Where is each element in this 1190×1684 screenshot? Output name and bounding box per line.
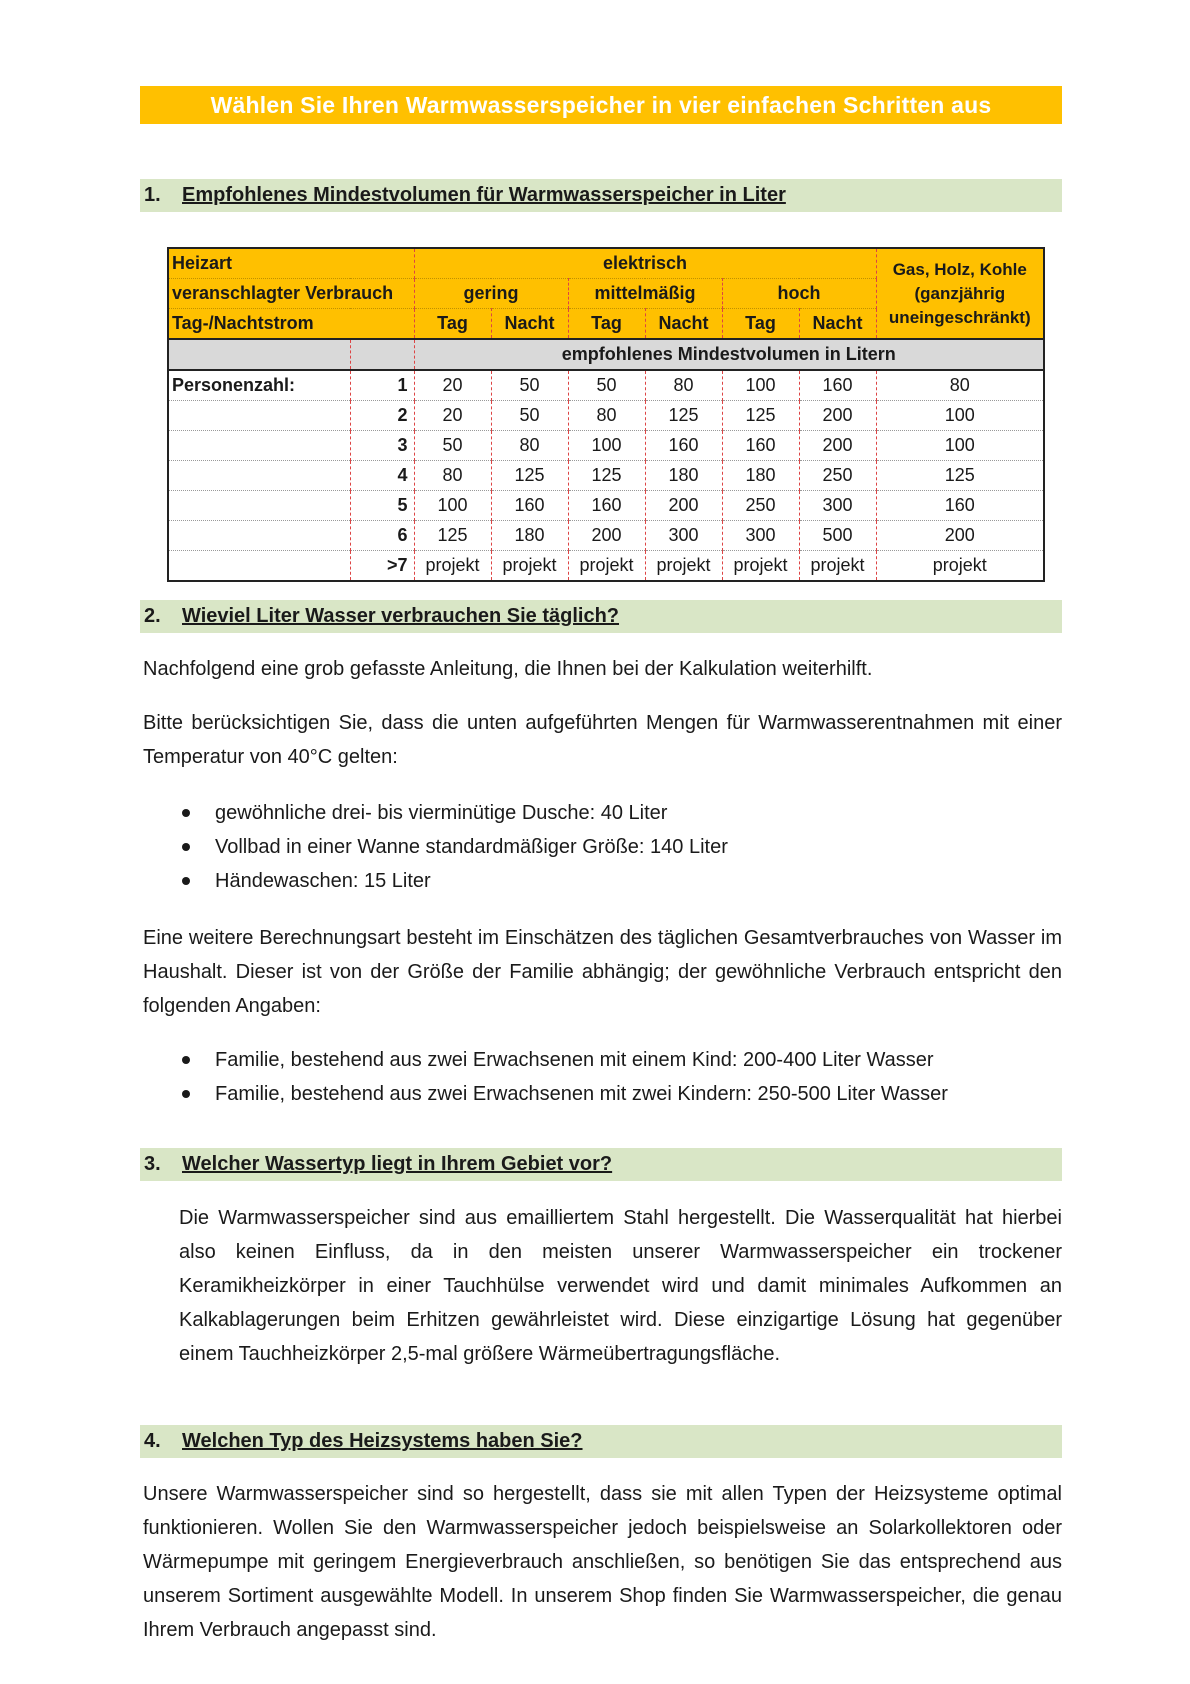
section-3-heading [140, 1148, 1062, 1181]
bullet-list [140, 796, 1062, 898]
bullet-icon [182, 1090, 190, 1098]
volume-cell: projekt [722, 551, 799, 582]
volume-cell: projekt [491, 551, 568, 582]
bullet-icon [182, 843, 190, 851]
person-count: >7 [350, 551, 414, 582]
bullet-icon [182, 877, 190, 885]
section-title: Welcher Wassertyp liegt in Ihrem Gebiet vor? [182, 1153, 613, 1175]
person-count: 2 [350, 401, 414, 431]
volume-cell: 300 [645, 521, 722, 551]
volume-cell: projekt [876, 551, 1044, 582]
volume-cell: 125 [722, 401, 799, 431]
volume-cell: 160 [491, 491, 568, 521]
volume-cell: 125 [876, 461, 1044, 491]
volume-cell: 125 [568, 461, 645, 491]
page-title-banner: Wählen Sie Ihren Warmwasserspeicher in vier einfachen Schritten aus [140, 86, 1062, 124]
header-gering: gering [414, 279, 568, 309]
table-row [168, 491, 1044, 521]
header-hoch: hoch [722, 279, 876, 309]
volume-cell: 80 [645, 370, 722, 401]
personen-label: Personenzahl: [168, 370, 350, 401]
table-row [168, 461, 1044, 491]
personen-label [168, 551, 350, 582]
volume-cell: 160 [645, 431, 722, 461]
volume-cell: 160 [876, 491, 1044, 521]
bullet-icon [182, 809, 190, 817]
volume-cell: 160 [722, 431, 799, 461]
volume-cell: 200 [799, 431, 876, 461]
volume-cell: 300 [722, 521, 799, 551]
paragraph: Nachfolgend eine grob gefasste Anleitung, die Ihnen bei der Kalkulation weiterhilft. [143, 658, 873, 680]
subheader-mindestvolumen: empfohlenes Mindestvolumen in Litern [414, 339, 1044, 370]
header-nacht: Nacht [645, 309, 722, 340]
volume-cell: projekt [645, 551, 722, 582]
paragraph: Die Warmwasserspeicher sind aus emailliertem Stahl hergestellt. Die Wasserqualität hat hierbei also keinen Einfluss, da in den meisten unserer Warmwasserspeicher ein trockener Keramikheizkörper in einer Tauchhülse verwendet wird und damit minimales Aufkommen an Kalkablagerungen beim Erhitzen gewährleistet wird. Diese einzigartige Lösung hat gegenüber einem Tauchheizkörper 2,5-mal größere Wärmeübertragungsfläche. [179, 1207, 1062, 1365]
list-item: Vollbad in einer Wanne standardmäßiger Größe: 140 Liter [140, 830, 1062, 864]
volume-cell: 100 [722, 370, 799, 401]
row-label-tag-nacht: Tag-/Nachtstrom [168, 309, 414, 340]
section-1-heading [140, 179, 1062, 212]
header-mittelmaessig: mittelmäßig [568, 279, 722, 309]
header-tag: Tag [722, 309, 799, 340]
volume-cell: projekt [414, 551, 491, 582]
volume-cell: 20 [414, 370, 491, 401]
volume-cell: 50 [491, 370, 568, 401]
volume-cell: 50 [414, 431, 491, 461]
header-tag: Tag [414, 309, 491, 340]
personen-label [168, 461, 350, 491]
bullet-icon [182, 1056, 190, 1064]
list-item: gewöhnliche drei- bis vierminütige Dusche: 40 Liter [140, 796, 1062, 830]
volume-cell: 200 [645, 491, 722, 521]
row-label-heizart: Heizart [168, 248, 414, 279]
volume-cell: 100 [568, 431, 645, 461]
volume-cell: 180 [491, 521, 568, 551]
volume-cell: 125 [414, 521, 491, 551]
section-title: Welchen Typ des Heizsystems haben Sie? [182, 1430, 583, 1452]
volume-cell: 20 [414, 401, 491, 431]
volume-cell: 500 [799, 521, 876, 551]
table-header-row [168, 248, 1044, 279]
person-count: 1 [350, 370, 414, 401]
paragraph: Eine weitere Berechnungsart besteht im Einschätzen des täglichen Gesamtverbrauches von Wasser im Haushalt. Dieser ist von der Größe der Familie abhängig; der gewöhnliche Verbrauch entspricht den folgenden Angaben: [143, 927, 1062, 1017]
volume-cell: 100 [414, 491, 491, 521]
person-count: 4 [350, 461, 414, 491]
section-number: 4. [144, 1430, 161, 1452]
table-subheader-row [168, 339, 1044, 370]
bullet-list [140, 1043, 1062, 1111]
volume-cell: 125 [491, 461, 568, 491]
list-item: Familie, bestehend aus zwei Erwachsenen mit einem Kind: 200-400 Liter Wasser [140, 1043, 1062, 1077]
personen-label [168, 491, 350, 521]
section-2-heading [140, 600, 1062, 633]
volume-cell: 180 [722, 461, 799, 491]
section-number: 3. [144, 1153, 161, 1175]
volume-cell: 80 [568, 401, 645, 431]
volume-cell: 200 [876, 521, 1044, 551]
volume-table [167, 247, 1045, 582]
volume-cell: 160 [799, 370, 876, 401]
volume-cell: 300 [799, 491, 876, 521]
volume-cell: 80 [414, 461, 491, 491]
person-count: 3 [350, 431, 414, 461]
volume-cell: 250 [799, 461, 876, 491]
volume-cell: 250 [722, 491, 799, 521]
header-elektrisch: elektrisch [414, 248, 876, 279]
paragraph: Unsere Warmwasserspeicher sind so hergestellt, dass sie mit allen Typen der Heizsysteme optimal funktionieren. Wollen Sie den Warmwasserspeicher jedoch beispielsweise an Solarkollektoren oder Wärmepumpe mit geringem Energieverbrauch anschließen, so benötigen Sie das entsprechend aus unserem Sortiment ausgewählte Modell. In unserem Shop finden Sie Warmwasserspeicher, die genau Ihrem Verbrauch angepasst sind. [143, 1483, 1062, 1641]
volume-cell: 50 [568, 370, 645, 401]
volume-cell: projekt [568, 551, 645, 582]
volume-cell: 160 [568, 491, 645, 521]
table-row [168, 401, 1044, 431]
table-body [168, 370, 1044, 581]
personen-label [168, 401, 350, 431]
section-number: 1. [144, 184, 161, 206]
volume-cell: 100 [876, 401, 1044, 431]
volume-cell: 200 [568, 521, 645, 551]
volume-cell: 125 [645, 401, 722, 431]
table-row [168, 521, 1044, 551]
volume-cell: 180 [645, 461, 722, 491]
section-title: Empfohlenes Mindestvolumen für Warmwasserspeicher in Liter [182, 184, 786, 206]
header-nacht: Nacht [491, 309, 568, 340]
volume-cell: 80 [491, 431, 568, 461]
table-row [168, 370, 1044, 401]
volume-cell: 80 [876, 370, 1044, 401]
volume-cell: projekt [799, 551, 876, 582]
header-gas-holz-kohle: Gas, Holz, Kohle (ganzjährig uneingeschränkt) [876, 248, 1044, 339]
section-number: 2. [144, 605, 161, 627]
personen-label [168, 521, 350, 551]
section-4-heading [140, 1425, 1062, 1458]
row-label-verbrauch: veranschlagter Verbrauch [168, 279, 414, 309]
table-row [168, 551, 1044, 582]
paragraph: Bitte berücksichtigen Sie, dass die unten aufgeführten Mengen für Warmwasserentnahmen mit einer Temperatur von 40°C gelten: [143, 712, 1062, 768]
table-row [168, 431, 1044, 461]
person-count: 5 [350, 491, 414, 521]
list-item: Familie, bestehend aus zwei Erwachsenen mit zwei Kindern: 250-500 Liter Wasser [140, 1077, 1062, 1111]
section-title: Wieviel Liter Wasser verbrauchen Sie täglich? [182, 605, 620, 627]
list-item: Händewaschen: 15 Liter [140, 864, 1062, 898]
personen-label [168, 431, 350, 461]
volume-cell: 200 [799, 401, 876, 431]
person-count: 6 [350, 521, 414, 551]
volume-cell: 50 [491, 401, 568, 431]
header-nacht: Nacht [799, 309, 876, 340]
header-tag: Tag [568, 309, 645, 340]
volume-cell: 100 [876, 431, 1044, 461]
